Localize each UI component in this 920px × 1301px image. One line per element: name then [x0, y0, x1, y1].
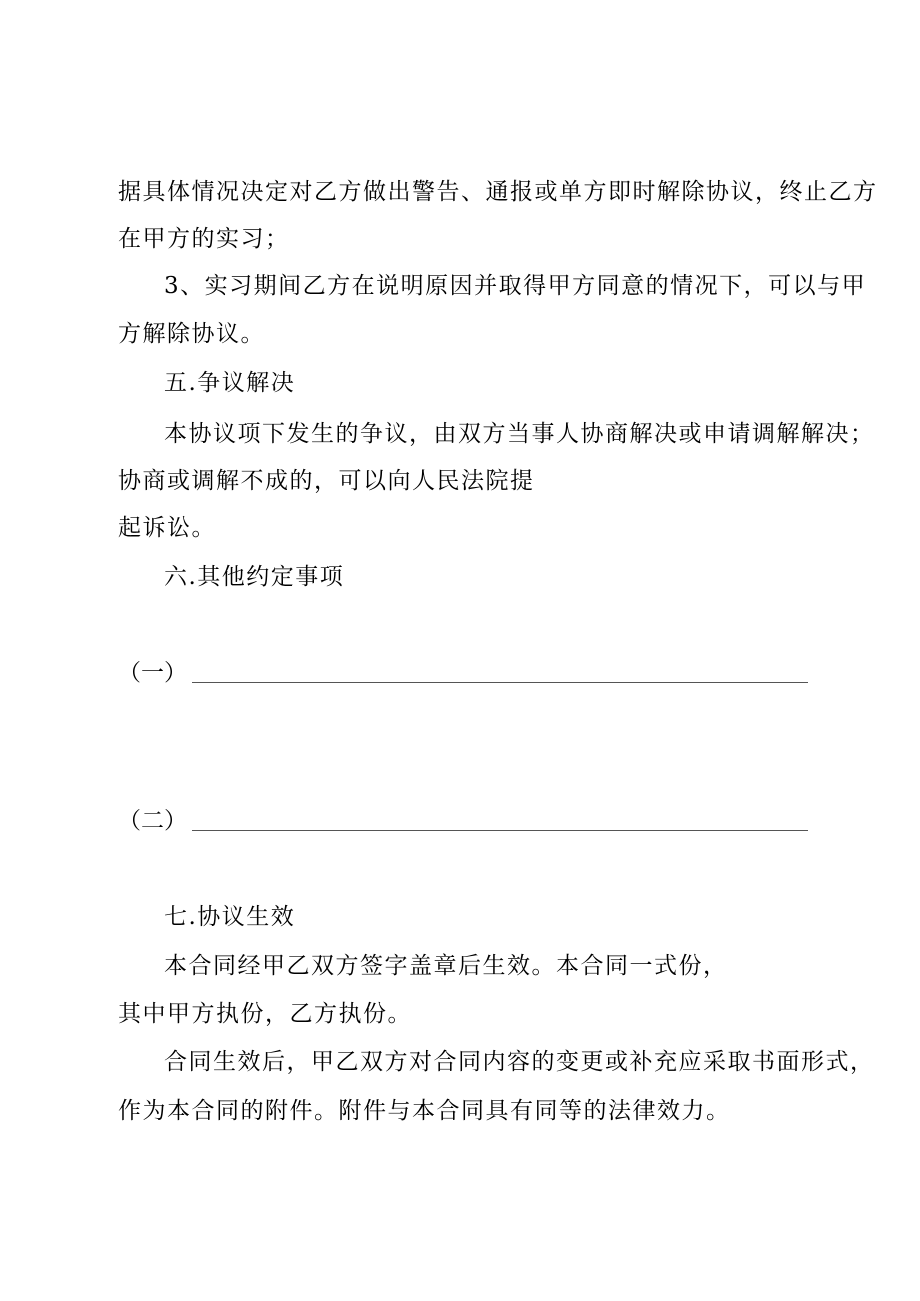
blank-label-1: （一） [118, 660, 187, 686]
section7-para1-line1: 本合同经甲乙双方签字盖章后生效。本合同一式份， [164, 953, 728, 979]
blank-rule-1 [192, 682, 808, 683]
section5-heading: 五.争议解决 [164, 370, 296, 396]
blank-label-2: （二） [118, 808, 187, 834]
para2-line2: 方解除协议。 [118, 321, 265, 347]
section7-para2-line1: 合同生效后，甲乙双方对合同内容的变更或补充应采取书面形式， [164, 1049, 875, 1075]
section7-heading: 七.协议生效 [164, 904, 296, 930]
blank-line-1 [118, 658, 808, 688]
section7-para2-line2: 作为本合同的附件。附件与本合同具有同等的法律效力。 [118, 1098, 731, 1124]
blank-line-2 [118, 806, 808, 836]
para2-line1: 3、实习期间乙方在说明原因并取得甲方同意的情况下，可以与甲 [164, 273, 867, 299]
para1-line1: 据具体情况决定对乙方做出警告、通报或单方即时解除协议，终止乙方 [118, 179, 878, 205]
blank-rule-2 [192, 830, 808, 831]
section6-heading: 六.其他约定事项 [164, 564, 345, 590]
section5-line3: 起诉讼。 [118, 515, 216, 541]
section5-line2: 协商或调解不成的，可以向人民法院提 [118, 468, 535, 494]
section5-line1: 本协议项下发生的争议，由双方当事人协商解决或申请调解解决； [164, 421, 875, 447]
para1-line2: 在甲方的实习； [118, 226, 290, 252]
section7-para1-line2: 其中甲方执份，乙方执份。 [118, 1001, 412, 1027]
